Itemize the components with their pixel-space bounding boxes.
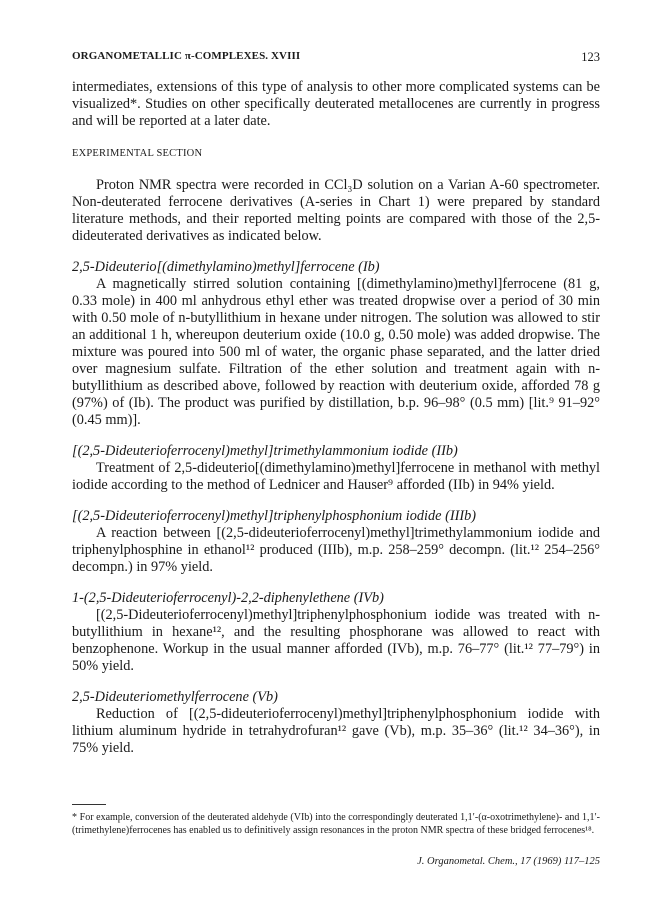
intro-paragraph: intermediates, extensions of this type of analysis to other more complicated systems can be visualized*. Studies on other specifically deuterated metallocenes are currently in progress and will be reported at a later date. bbox=[72, 79, 600, 129]
footnote: * For example, conversion of the deuterated aldehyde (VIb) into the correspondingly deuterated 1,1′-(α-oxotrimethylene)- and 1,1′-(trimethylene)ferrocenes has enabled us to definitively assign resonances in the proton NMR spectra of these bridged ferrocenes¹⁸. bbox=[72, 812, 600, 836]
footnote-rule bbox=[72, 804, 106, 805]
compound-heading-ib: 2,5-Dideuterio[(dimethylamino)methyl]ferrocene (Ib) bbox=[72, 259, 380, 275]
compound-procedure-iib: Treatment of 2,5-dideuterio[(dimethylamino)methyl]ferrocene in methanol with methyl iodide according to the method of Lednicer and Hauser⁹ afforded (IIb) in 94% yield. bbox=[72, 460, 600, 493]
journal-reference: J. Organometal. Chem., 17 (1969) 117–125 bbox=[417, 856, 600, 867]
experimental-paragraph: Proton NMR spectra were recorded in CCl₃D solution on a Varian A-60 spectrometer. Non-deuterated ferrocene derivatives (A-series in Chart 1) were prepared by standard literature methods, and their reported melting points are compared with those of the 2,5-dideuterated derivatives as indicated below. bbox=[72, 177, 600, 244]
compound-procedure-ib: A magnetically stirred solution containing [(dimethylamino)methyl]ferrocene (81 g, 0.33 mole) in 400 ml anhydrous ethyl ether was treated dropwise over a period of 30 min with 0.50 mole of n-butyllithium in hexane under nitrogen. The solution was allowed to stir an additional 1 h, whereupon deuterium oxide (10.0 g, 0.50 mole) was added dropwise. The mixture was poured into 500 ml of water, the organic phase separated, and the latter dried over magnesium sulfate. Filtration of the ether solution and treatment again with n-butyllithium as described above, followed by reaction with deuterium oxide, afforded 78 g (97%) of (Ib). The product was purified by distillation, b.p. 96–98° (0.5 mm) [lit.⁹ 91–92° (0.45 mm)]. bbox=[72, 276, 600, 428]
compound-heading-ivb: 1-(2,5-Dideuterioferrocenyl)-2,2-diphenylethene (IVb) bbox=[72, 590, 384, 606]
compound-heading-vb: 2,5-Dideuteriomethylferrocene (Vb) bbox=[72, 689, 278, 705]
page-body bbox=[72, 79, 600, 757]
compound-procedure-ivb: [(2,5-Dideuterioferrocenyl)methyl]triphenylphosphonium iodide was treated with n-butyllithium in hexane¹², and the resulting phosphorane was allowed to react with benzophenone. Workup in the usual manner afforded (IVb), m.p. 76–77° (lit.¹² 77–79°) in 50% yield. bbox=[72, 607, 600, 674]
compound-procedure-vb: Reduction of [(2,5-dideuterioferrocenyl)methyl]triphenylphosphonium iodide with lithium aluminum hydride in tetrahydrofuran¹² gave (Vb), m.p. 35–36° (lit.¹² 34–36°), in 75% yield. bbox=[72, 706, 600, 756]
page-header bbox=[72, 50, 600, 64]
compound-heading-iib: [(2,5-Dideuterioferrocenyl)methyl]trimethylammonium iodide (IIb) bbox=[72, 443, 458, 459]
section-heading: EXPERIMENTAL SECTION bbox=[72, 148, 203, 159]
compound-procedure-iiib: A reaction between [(2,5-dideuterioferrocenyl)methyl]trimethylammonium iodide and triphenylphosphine in ethanol¹² produced (IIIb), m.p. 258–259° decompn. (lit.¹² 254–256° decompn.) in 97% yield. bbox=[72, 525, 600, 575]
compound-heading-iiib: [(2,5-Dideuterioferrocenyl)methyl]triphenylphosphonium iodide (IIIb) bbox=[72, 508, 477, 524]
page-number: 123 bbox=[581, 50, 600, 64]
running-title: ORGANOMETALLIC π-COMPLEXES. XVIII bbox=[72, 50, 301, 62]
